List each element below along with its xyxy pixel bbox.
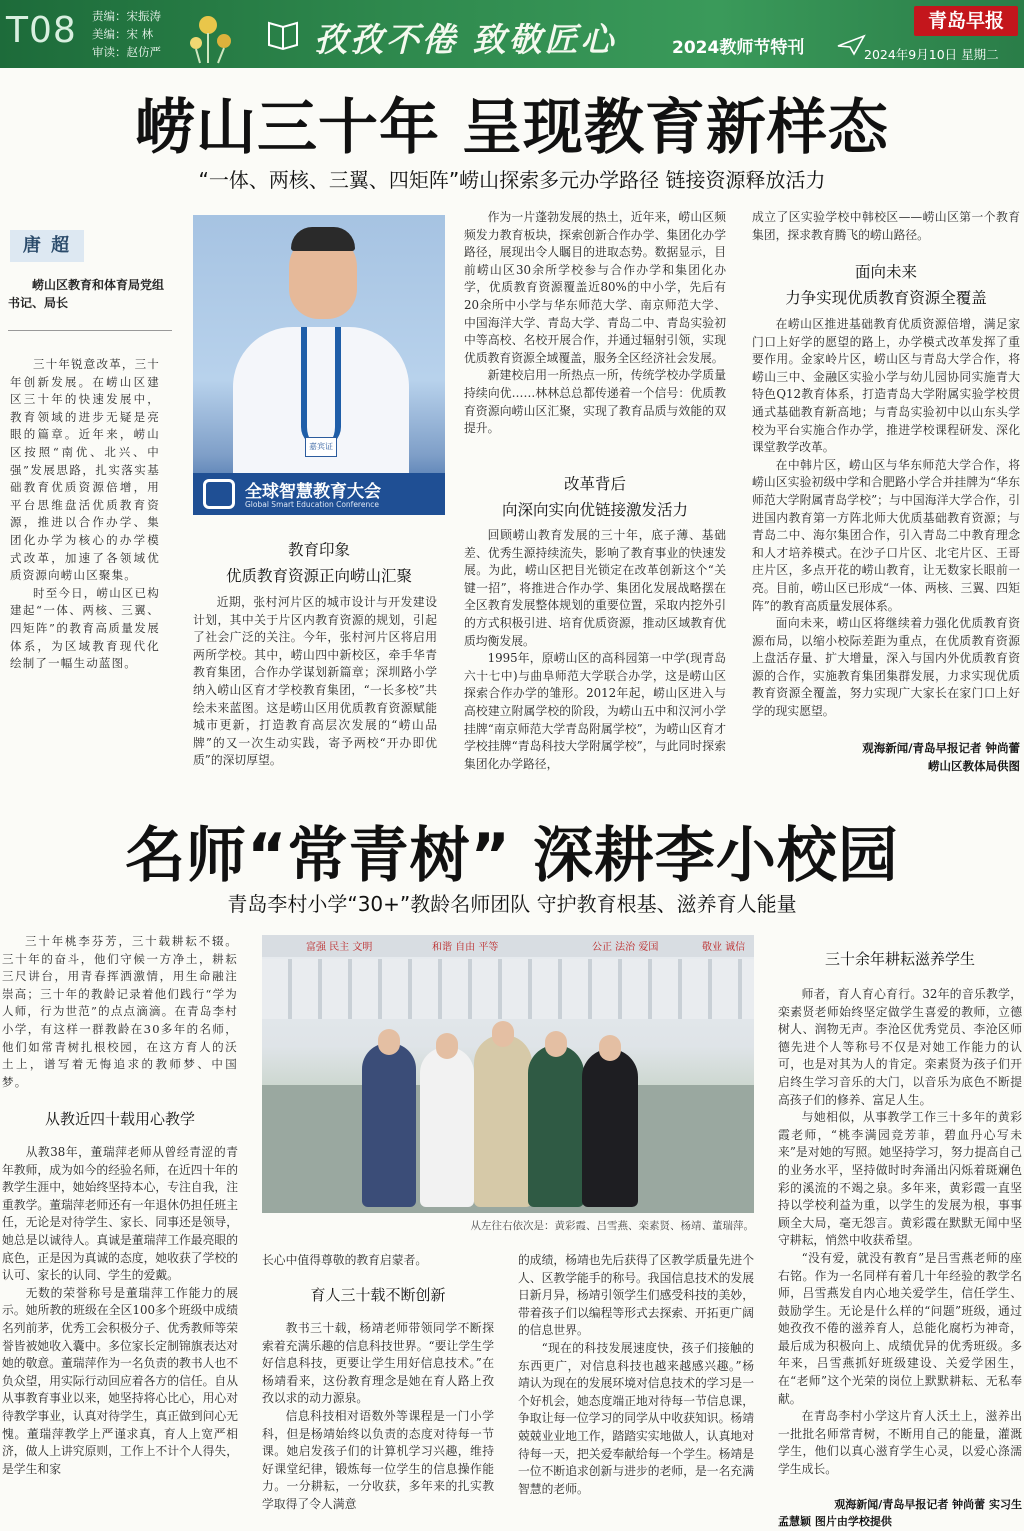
book-icon (266, 17, 300, 51)
paragraph: 长心中值得尊敬的教育启蒙者。 (262, 1253, 428, 1267)
photo-teachers (262, 935, 754, 1213)
paragraph: 近期，张村河片区的城市设计与开发建设计划，其中关于片区内教育资源的规划，引起了社会广泛的关注。今年，张村河片区将启用两所学校。其中，崂山四中新校区，牵手华青教育集团，合作办学谋划新篇章；深圳路小学纳入崂山区育才学校教育集团，“一长多校”共绘未来蓝图。这是崂山区用优质教育资源赋能城市更新，打造教育高层次发展的“崂山品牌”的又一次生动实践，寄予两校“开办即优质”的深切厚望。 (193, 595, 437, 768)
issue-date: 2024年9月10日 星期二 (864, 47, 999, 62)
paragraph: 成立了区实验学校中韩校区——崂山区第一个教育集团，探求教育腾飞的崂山路径。 (752, 210, 1020, 242)
wall-banners (262, 935, 754, 957)
brand-logo: 青岛早报 (914, 6, 1018, 36)
quote-paragraph: 时至今日，崂山区已构建起“一体、两核、三翼、四矩阵”的教育高质量发展体系，为区域教育现代化绘制了一幅生动蓝图。 (10, 585, 160, 671)
paragraph: 从教38年，董瑞萍老师从曾经青涩的青年教师，成为如今的经验名师，在近四十年的教学生涯中，她始终坚持本心，专注自我，注重教学。董瑞萍老师还有一年退休仍担任班主任，无论是对待学生、家长、同事还是领导，她总是以诚待人。真诚是董瑞萍工作最亮眼的底色，正是因为真诚的态度，她收获了学校的认可、家长的认同、学生的爱戴。 (2, 1145, 238, 1283)
special-issue: 2024教师节特刊 (672, 38, 805, 58)
banner-text: 敬业 诚信 (702, 942, 746, 953)
author-quote (10, 356, 160, 716)
editor-name: 赵仿严 (126, 45, 161, 59)
editor-credits: 责编：宋振涛 美编：宋 林 审读：赵仿严 (92, 9, 161, 59)
section-heading (193, 538, 445, 586)
banner-text: 和谐 自由 平等 (432, 942, 499, 953)
paragraph: 教书三十载，杨靖老师带领同学不断探索着充满乐趣的信息科技世界。“要让学生学好信息科技，更要让学生用好信息技术。”在杨靖看来，这份教育理念是她在育人路上孜孜以求的动力源泉。 (262, 1321, 494, 1406)
editor-label: 责编 (92, 9, 115, 23)
byline: 观海新闻/青岛早报记者 钟尚蕾 实习生 (834, 1498, 1022, 1511)
section-heading (2, 1108, 238, 1129)
article-column (752, 316, 1020, 736)
paragraph: 师者，育人育心育行。32年的音乐教学，栾素贤老师始终坚定做学生喜爱的教师，立德树人、润物无声。李沧区优秀党员、李沧区师德先进个人等称号不仅是对她工作能力的认可，也是对其为人的肯定。栾素贤为孩子们开启终生学习音乐的大门，以音乐为底色不断提高孩子们的修养、富足人生。 (778, 987, 1022, 1107)
article1-title: 崂山三十年 呈现教育新样态 (135, 93, 889, 163)
divider (8, 330, 172, 331)
section-heading-line: 从教近四十载用心教学 (44, 1110, 195, 1128)
paragraph: 1995年，原崂山区的高科园第一中学(现青岛六十七中)与曲阜师范大学联合办学，这是崂山区探索合作办学的雏形。2012年起，崂山区进入与高校建立附属学校的阶段，为崂山五中和汉河小学挂牌“南京师范大学青岛附属学校”，为崂山区育才学校挂牌“青岛科技大学附属学校”，与此同时探索集团化办学路径， (464, 651, 726, 771)
conference-banner (193, 473, 445, 515)
paragraph: 在青岛李村小学这片育人沃土上，滋养出一批批名师常青树，不断用自己的能量，灌溉学生，他们以真心滋育学生心灵，以爱心涤濡学生成长。 (778, 1409, 1022, 1477)
slogan: 孜孜不倦 致敬匠心 (314, 20, 617, 59)
editor-label: 审读 (92, 45, 115, 59)
paragraph: 无数的荣誉称号是董瑞萍工作能力的展示。她所教的班级在全区100多个班级中成绩名列前茅，优秀工会积极分子、优秀教师等荣誉皆被她收入囊中。多位家长定制锦旗表达对她的敬意。董瑞萍作为一名负责的教书人也不负众望，用实际行动回应着各方的信任。自从从事教育事业以来，她坚持将心比心，用心对待教学事业，认真对待学生，真正做到问心无愧。董瑞萍教学上严谨求真，育人上宽严相济，做人上讲究原则，工作上不计个人得失，是学生和家 (2, 1285, 238, 1476)
article-column (2, 1144, 238, 1529)
editor-name: 宋 林 (126, 27, 154, 41)
paragraph: 回顾崂山教育发展的三十年，底子薄、基础差、优秀生源持续流失，影响了教育事业的快速发展。为此，崂山区把目光锁定在改革创新这个“关键一招”，将推进合作办学、集团化发展战略摆在全区教育发展整体规划的重要位置，采取内挖外引的方式积极引进、培育优质资源，推动区域教育优质均衡发展。 (464, 528, 726, 648)
conference-name: 全球智慧教育大会 (245, 482, 381, 502)
photo-caption: 从左往右依次是：黄彩霞、吕雪燕、栾素贤、杨靖、董瑞萍。 (470, 1220, 754, 1232)
editor-label: 美编 (92, 27, 115, 41)
editor-name: 宋振涛 (126, 9, 161, 23)
paragraph: 新建校启用一所热点一所，传统学校办学质量持续向优……林林总总都传递着一个信号：优质教育资源向崂山区汇聚，实现了教育品质与效能的双提升。 (464, 368, 726, 436)
article-column (752, 209, 1020, 245)
paragraph: 作为一片蓬勃发展的热土，近年来，崂山区频频发力教育板块，探索创新合作办学、集团化办学路径，展现出令人瞩目的进取态势。数据显示，目前崂山区30余所学校参与合作办学和集团化办学，优质教育资源覆盖近80%的中小学，先后有20余所中小学与华东师范大学、南京师范大学、中国海洋大学、青岛大学、青岛二中、青岛实验初中等高校、名校开展合作，并通过辐射引领，实现优质教育资源全域覆盖，服务全区经济社会发展。 (464, 210, 726, 365)
paragraph: 三十年桃李芬芳，三十载耕耘不辍。三十年的奋斗，他们守候一方净土，耕耘三尺讲台，用青春挥洒激情，用生命融注崇高；三十年的教龄记录着他们践行“学为人师，行为世范”的点点滴滴。在青岛李村小学，有这样一群教龄在30多年的名师，他们如常青树扎根校园，在这方育人的沃土上，谱写着无悔追求的教师梦、中国梦。 (2, 934, 238, 1089)
article-column (262, 1320, 494, 1529)
quote-paragraph: 三十年锐意改革，三十年创新发展。在崂山区建区三十年的快速发展中，教育领域的进步无疑是亮眼的篇章。近年来，崂山区按照“南优、北兴、中强”发展思路，扎实落实基础教育优质资源倍增，用平台思维盘活优质教育资源，推进以合作办学、集团化办学为核心的办学模式改革，加速了各领域优质资源向崂山区聚集。 (10, 357, 160, 583)
byline: 崂山区教体局供图 (928, 759, 1020, 773)
article-column (518, 1252, 754, 1529)
section-heading-line: 向深向实向优链接激发活力 (501, 501, 688, 519)
article-column (262, 1252, 494, 1272)
article1-subtitle: “一体、两核、三翼、四矩阵”崂山探索多元办学路径 链接资源释放活力 (198, 168, 826, 192)
byline: 孟慧颖 图片由学校提供 (778, 1515, 892, 1528)
conference-name-en: Global Smart Education Conference (245, 500, 379, 509)
paragraph: 在崂山区推进基础教育优质资源倍增，满足家门口上好学的愿望的路上，办学模式改革发挥了重要作用。金家岭片区，崂山区与青岛大学合作，将崂山三中、金融区实验小学与幼儿园协同实施青大特色Q12教育体系，打造青岛大学附属实验学校贯通式基础教育新高地；与青岛实验初中以山东头学校为平台实施合作办学，推进学校课程研发、深化课堂教学改革。 (752, 317, 1020, 455)
article-column (778, 986, 1022, 1492)
section-heading (752, 260, 1020, 308)
paragraph: 在中韩片区，崂山区与华东师范大学合作，将崂山区实验初级中学和合肥路小学合并挂牌为“华东师范大学附属青岛学校”；与中国海洋大学合作，引进国内教育第一方阵北师大优质基础教育资源；与青岛二中、海尔集团合作，引入青岛二中教育理念和人才培养模式。在沙子口片区、北宅片区、王哥庄片区，多点开花的崂山教育，让无数家长眼前一亮。目前，崂山区已形成“一体、两核、三翼、四矩阵”的教育高质量发展体系。 (752, 457, 1020, 613)
paragraph: 面向未来，崂山区将继续着力强化优质教育资源布局，以缩小校际差距为重点，在优质教育资源上盘活存量、扩大增量，深入与国内外优质教育资源的合作，实施教育集团集群发展，力求实现优质教育资源全覆盖，努力实现广大家长在家门口上好学的现实愿望。 (752, 616, 1020, 719)
section-heading-line: 三十余年耕耘滋养学生 (824, 950, 975, 968)
paragraph: “现在的科技发展速度快，孩子们接触的东西更广，对信息科技也越来越感兴趣。”杨靖认为现在的发展环境对信息技术的学习是一个好机会，她态度端正地对待每一节信息课，争取让每一位学习的同学从中收获知识。杨靖兢兢业业地工作，踏踏实实地做人，认真地对待每一天，把关爱奉献给每一个学生。杨靖是一位不断追求创新与进步的老师，是一名充满智慧的老师。 (518, 1340, 754, 1496)
badge-tag: 嘉宾证 (305, 437, 337, 457)
banner-text: 富强 民主 文明 (306, 942, 373, 953)
banner-text: 公正 法治 爱国 (592, 942, 659, 953)
paragraph: “没有爱，就没有教育”是吕雪燕老师的座右铭。作为一名同样有着几十年经验的教学名师，吕雪燕发自内心地关爱学生，信任学生、鼓励学生。无论是什么样的“问题”班级，通过她孜孜不倦的滋养育人，总能化腐朽为神奇，最后成为积极向上、成绩优异的优秀班级。多年来，吕雪燕抓好班级建设、关爱学困生，在“老师”这个光荣的岗位上默默耕耘、无私奉献。 (778, 1250, 1022, 1406)
section-heading-line: 优质教育资源正向崂山汇聚 (225, 567, 412, 585)
conference-logo-icon (203, 479, 235, 509)
paragraph: 与她相似，从事教学工作三十多年的黄彩霞老师，“桃李满园竞芳菲，碧血丹心写未来”是对她的写照。她坚持学习，努力提高自己的业务水平，坚持做时时奔涌出闪烁着斑斓色彩的溪流的不竭之泉。多年来，黄彩霞一直坚持以学校利益为重，以学生的发展为根，事事顾全大局，毫无怨言。黄彩霞在默默无闻中坚守耕耘，悄然中收获希望。 (778, 1110, 1022, 1248)
section-heading-line: 教育印象 (287, 541, 350, 559)
masthead (0, 0, 1024, 68)
article-intro (2, 933, 238, 1095)
author-name: 唐 超 (10, 230, 84, 262)
section-heading (464, 472, 726, 520)
section-heading-line: 育人三十载不断创新 (310, 1286, 446, 1304)
author-role: 崂山区教育和体育局党组书记、局长 (8, 278, 165, 310)
article2-subtitle: 青岛李村小学“30+”教龄名师团队 守护教育根基、滋养育人能量 (227, 892, 797, 916)
article-column (464, 209, 726, 457)
byline: 观海新闻/青岛早报记者 钟尚蕾 (862, 741, 1020, 755)
article2-title: 名师“常青树” 深耕李小校园 (125, 821, 899, 891)
section-heading (778, 948, 1022, 969)
paragraph: 的成绩，杨靖也先后获得了区教学质量先进个人、区教学能手的称号。我国信息技术的发展日新月异，杨靖引领学生们感受科技的美妙，带着孩子们以编程等形式去探索、开拓更广阔的信息世界。 (518, 1253, 754, 1338)
section-heading-line: 力争实现优质教育资源全覆盖 (785, 289, 987, 307)
article-column (193, 594, 437, 772)
flower-decoration-icon (178, 3, 248, 65)
article-column (464, 527, 726, 773)
section-heading (262, 1284, 494, 1305)
photo-official (193, 215, 445, 515)
paragraph: 信息科技相对语数外等课程是一门小学科，但是杨靖始终以负责的态度对待每一节课。她启发孩子们的计算机学习兴趣，维持好课堂纪律，锻炼每一位学生的信息操作能力。一分耕耘，一分收获，多年来的扎实教学取得了令人满意 (262, 1408, 494, 1511)
section-heading-line: 改革背后 (563, 475, 626, 493)
paper-plane-icon (836, 34, 866, 56)
section-heading-line: 面向未来 (854, 263, 917, 281)
page-number: T08 (6, 10, 77, 51)
